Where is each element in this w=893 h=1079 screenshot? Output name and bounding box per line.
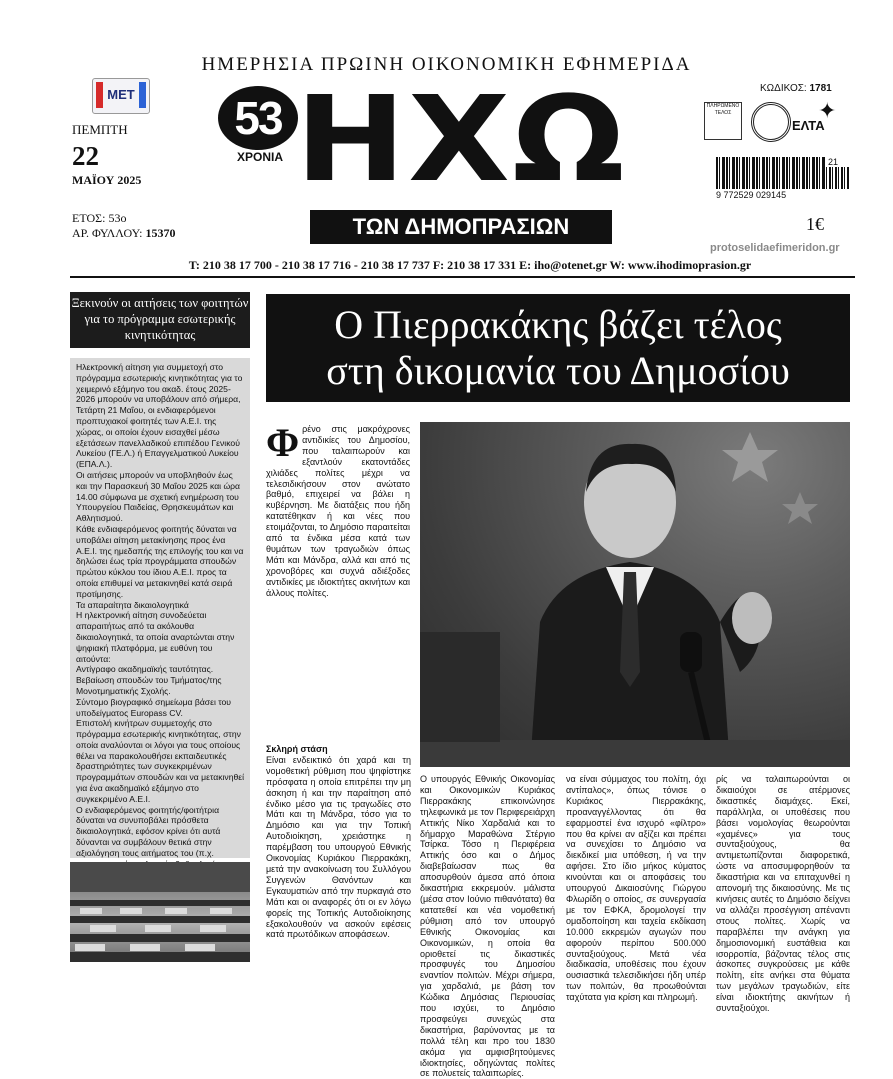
minister-photo [420, 422, 850, 767]
sidebar-paragraph: Κάθε ενδιαφερόμενος φοιτητής δύναται να υποβάλει αίτηση μετακίνησης προς ένα Α.Ε.Ι. της ημεδαπής της επιλογής του και να δηλώσει έως τρία προγράμματα σπουδών πρώτου κύκλου του ίδιου Α.Ε.Ι. προς τα οποία επιθυμεί να μετακινηθεί κατά σειρά προτίμησης. [76, 523, 244, 599]
article-paragraph: ρίς να ταλαιπωρούνται οι δικαιούχοι σε ατέρμονες δικαστικές διαμάχες. Εκεί, παράλληλα, οι υποθέσεις που βάσει νομολογίας θεωρούνται «χαμένες» για τους συνταξιούχους, θα αντιμετωπίζονται διαφορετικά, ώστε να αποσυμφορηθούν τα δικαστήρια και να επιταχυνθεί η απονομή της δικαιοσύνης. Με τις κινήσεις αυτές το Δημόσιο δείχνει να αλλάζει προσέγγιση απέναντι στους πολίτες. Χωρίς να παραβλέπει την ανάγκη για δημοσιονομική ευστάθεια και ισορροπία, βάζοντας τέλος στις άσκοπες συγκρούσεις με κάθε πολίτη, είτε ανήκει στα θύματα των μεγάλων τραγωδιών, είτε είναι ιδιοκτήτης ακινήτων ή συνταξιούχοι. [716, 774, 850, 1014]
newspaper-title: ΗΧΩ [295, 70, 627, 208]
newspaper-tagline: ΗΜΕΡΗΣΙΑ ΠΡΩΙΝΗ ΟΙΚΟΝΟΜΙΚΗ ΕΦΗΜΕΡΙΔΑ [201, 54, 692, 75]
code-label [760, 83, 832, 94]
divider [70, 276, 855, 278]
article-column-4 [716, 774, 850, 1014]
article-subheading: Σκληρή στάση [266, 744, 328, 754]
drop-cap: Φ [266, 420, 300, 465]
met-logo [92, 78, 150, 114]
article-paragraph: να είναι σύμμαχος του πολίτη, όχι αντίπαλος», όπως τόνισε ο Κυριάκος Πιερρακάκης, προαναγγέλλοντας ότι θα εφαρμοστεί ένα ισχυρό «φίλτρο» που θα κρίνει αν αξίζει και πρέπει να συνεχίσει το Δημόσιο να διεκδικεί μια υπόθεση, ή να την αφήσει. Στο ίδιο μήκος κύματος κινούνται και οι αποφάσεις του υπουργού Δικαιοσύνης Γιώργου Φλωρίδη ο οποίος, σε συνεργασία με τον ΕΦΚΑ, δρομολογεί την ομαδοποίηση και ταχεία εκδίκαση 10.000 εκκρεμών αγωγών που αφορούν περίπου 500.000 συνταξιούχους. Μετά νέα διαδικασία, υποθέσεις που έχουν ουσιαστικά τελεσιδικήσει ήδη υπέρ των πολιτών, θα προωθούνται ταχύτατα για κρίση και πληρωμή. [566, 774, 706, 1003]
day-name: ΠΕΜΠΤΗ [72, 122, 128, 137]
anniversary-badge: 53 [218, 86, 298, 150]
headline-line-2: στη δικομανία του Δημοσίου [326, 348, 790, 393]
sidebar-paragraph: Ηλεκτρονική αίτηση για συμμετοχή στο πρόγραμμα εσωτερικής κινητικότητας για το χειμερινό εξάμηνο του ακαδ. έτους 2025-2026 μπορούν να υποβάλουν από σήμερα, Τετάρτη 21 Μαΐου, οι ενδιαφερόμενοι προπτυχιακοί φοιτητές των Α.Ε.Ι. της χώρας, οι οποίοι έχουν εισαχθεί μέσω εξετάσεων πανελλαδικού επιπέδου Γενικού Λυκείου (ΓΕ.Λ.) ή Επαγγελματικού Λυκείου (ΕΠΑ.Λ.). [76, 362, 243, 470]
sidebar-subheading: Τα απαραίτητα δικαιολογητικά [76, 599, 189, 610]
contact-line: T: 210 38 17 700 - 210 38 17 716 - 210 38 17 737 F: 210 38 17 331 E: iho@otenet.gr W: www.ihodimoprasion.gr [188, 258, 752, 272]
article-paragraph: Είναι ενδεικτικό ότι χαρά και τη νομοθετική ρύθμιση που ψηφίστηκε πρόσφατα η οποία επιτρέπει την μη άσκηση ή και την παραίτηση από ένδικο μέσο για τις τραγωδίες στο Μάτι και τη Μάνδρα, τόσο για το Δημόσιο και για την Τοπική Αυτοδιοίκηση, χρειάστηκε η παρέμβαση του υπουργού Εθνικής Οικονομίας Κυριάκου Πιερρακάκη, μετά την ανακοίνωση του Συλλόγου Συγγενών Θανόντων και Εγκαυματιών από την πυρκαγιά στο Μάτι και οι αναφορές ότι οι εν λόγω φορείς της Τοπικής Αυτοδιοίκησης εξακολουθούν να ασκούν εφέσεις κατά πρωτόδικων αποφάσεων. [266, 754, 411, 940]
newspaper-subtitle: ΤΩΝ ΔΗΜΟΠΡΑΣΙΩΝ [310, 210, 612, 244]
barcode-addon-icon [826, 167, 850, 189]
lecture-hall-image [70, 862, 250, 962]
watermark: protoselidaefimeridon.gr [710, 242, 840, 254]
lecture-hall-photo [70, 862, 250, 962]
anniversary-label: ΧΡΟΝΙΑ [236, 150, 283, 164]
article-column-1b [266, 744, 411, 940]
sidebar-paragraph: Ο ενδιαφερόμενος φοιτητής/φοιτήτρια δύναται να συνυποβάλει πρόσθετα δικαιολογητικά, εφόσον κρίνει ότι αυτά δύνανται να συμβάλουν θετικά στην αξιολόγηση τους αιτήματος του (π.χ. [76, 804, 221, 858]
price: 1€ [806, 214, 824, 234]
sidebar-paragraph: Βεβαίωση σπουδών του Τμήματος/της Μονοτμηματικής Σχολής. [76, 675, 222, 696]
code-label-text: ΚΩΔΙΚΟΣ: [760, 83, 807, 94]
seal-icon [751, 102, 791, 142]
sheet-info [72, 226, 175, 241]
sidebar-paragraph: Επιστολή κινήτρων συμμετοχής στο πρόγραμμα εσωτερικής κινητικότητας, στην οποία αναλύονται οι λόγοι για τους οποίους θέλει να παρακολουθήσει εκπαιδευτικές δραστηριότητες των συγκεκριμένων προγραμμάτων σπουδών και να μετακινηθεί για ένα ακαδημαϊκό εξάμηνο στο συγκεκριμένο Α.Ε.Ι. [76, 718, 244, 804]
sidebar-paragraph: Αντίγραφο ακαδημαϊκής ταυτότητας. [76, 664, 214, 675]
elta-logo: ΕΛΤΑ [792, 118, 825, 133]
article-column-3 [566, 774, 706, 1003]
barcode-number: 9 772529 029145 [716, 190, 787, 200]
code-value: 1781 [809, 83, 832, 94]
sidebar-headline: Ξεκινούν οι αιτήσεις των φοιτητών για το πρόγραμμα εσωτερικής κινητικότητας [70, 292, 250, 348]
year-label: ΕΤΟΣ: [72, 211, 106, 225]
article-column-1 [266, 420, 410, 599]
postage-stamp: ΠΛΗΡΩΜΕΝΟ ΤΕΛΟΣ [704, 102, 742, 140]
sidebar-paragraph: Η ηλεκτρονική αίτηση συνοδεύεται απαραιτήτως από τα ακόλουθα δικαιολογητικά, τα οποία αναρτώνται στην ψηφιακή πλατφόρμα, με ευθύνη του αιτούντα: [76, 610, 235, 664]
elta-bird-icon: ✦ [818, 99, 837, 124]
headline-line-1: Ο Πιερρακάκης βάζει τέλος [334, 302, 782, 347]
main-headline [266, 294, 850, 402]
article-paragraph: Ο υπουργός Εθνικής Οικονομίας και Οικονομικών Κυριάκος Πιερρακάκης επικοινώνησε τηλεφωνικά με τον Περιφερειάρχη Αττικής Νίκο Χαρδαλιά και το δήμαρχο Μαραθώνα Στέργιο Τσίρκα. Τόσο η Περιφέρεια Αττικής όσο και ο Δήμος διαβεβαίωσαν πως θα αποσυρθούν άμεσα από όποια δικαστήρια εκκρεμούν. μάλιστα (μέσα στον Ιούνιο πιθανότατα) θα κατατεθεί και νέα νομοθετική ρύθμιση από τον υπουργό Εθνικής Οικονομίας και Οικονομικών, η οποία θα οριοθετεί τις δικαστικές προσφυγές του Δημοσίου εναντίον πολιτών. Μέχρι σήμερα, για χαρδαλιά, με βάση τον Κώδικα Δημόσιας Περιουσίας που ισχύει, το Δημόσιο προσφεύγει συνεχώς στα δικαστήρια, βαρύνοντας με τα πολλά τέλη και προ του 1830 ακόμα για αμφισβητούμενες ιδιοκτησίες, οδηγώντας πολίτες σε πολυετείς ταλαιπωρίες. [420, 774, 555, 1079]
sheet-label: ΑΡ. ΦΥΛΛΟΥ: [72, 226, 143, 240]
sheet-value: 15370 [145, 226, 176, 240]
minister-image [420, 422, 850, 767]
met-logo-text: ΜΕΤ [107, 87, 135, 102]
month-year: ΜΑΪΟΥ 2025 [72, 173, 142, 187]
sidebar-article [76, 362, 246, 934]
article-lead: ρένο στις μακρόχρονες αντιδικίες του Δημοσίου, που ταλαιπωρούν και εξαντλούν εκατοντάδες χιλιάδες πολίτες μέχρι να τελεσιδικήσουν στον ανώτατο βαθμό, επιχειρεί να βάλει η κυβέρνηση. Με διατάξεις που ήδη κατατέθηκαν ή και νέες που ετοιμάζονται, το Δημόσιο παραιτείται από τα ένδικα μέσα κατά των θυμάτων των τραγωδιών όπως Μάτι και Μάνδρα, αλλά και από τις χρονοβόρες και συχνά αδιέξοδες αντιδικίες με ιδιοκτήτες ακινήτων και άλλους πολίτες. [266, 424, 410, 598]
year-info [72, 211, 126, 226]
barcode-addon-number: 21 [828, 157, 839, 167]
barcode-icon [716, 157, 826, 189]
article-column-2 [420, 774, 555, 1079]
sidebar-paragraph: Σύντομο βιογραφικό σημείωμα βάσει του υποδείγματος Europass CV. [76, 696, 231, 718]
sidebar-paragraph: Οι αιτήσεις μπορούν να υποβληθούν έως και την Παρασκευή 30 Μαΐου 2025 και ώρα 14.00 σύμφωνα με σχετική ενημέρωση του Υπουργείου Παιδείας, Θρησκευμάτων και Αθλητισμού. [76, 469, 241, 524]
year-value: 53ο [108, 211, 127, 225]
day-number: 22 [72, 141, 99, 171]
